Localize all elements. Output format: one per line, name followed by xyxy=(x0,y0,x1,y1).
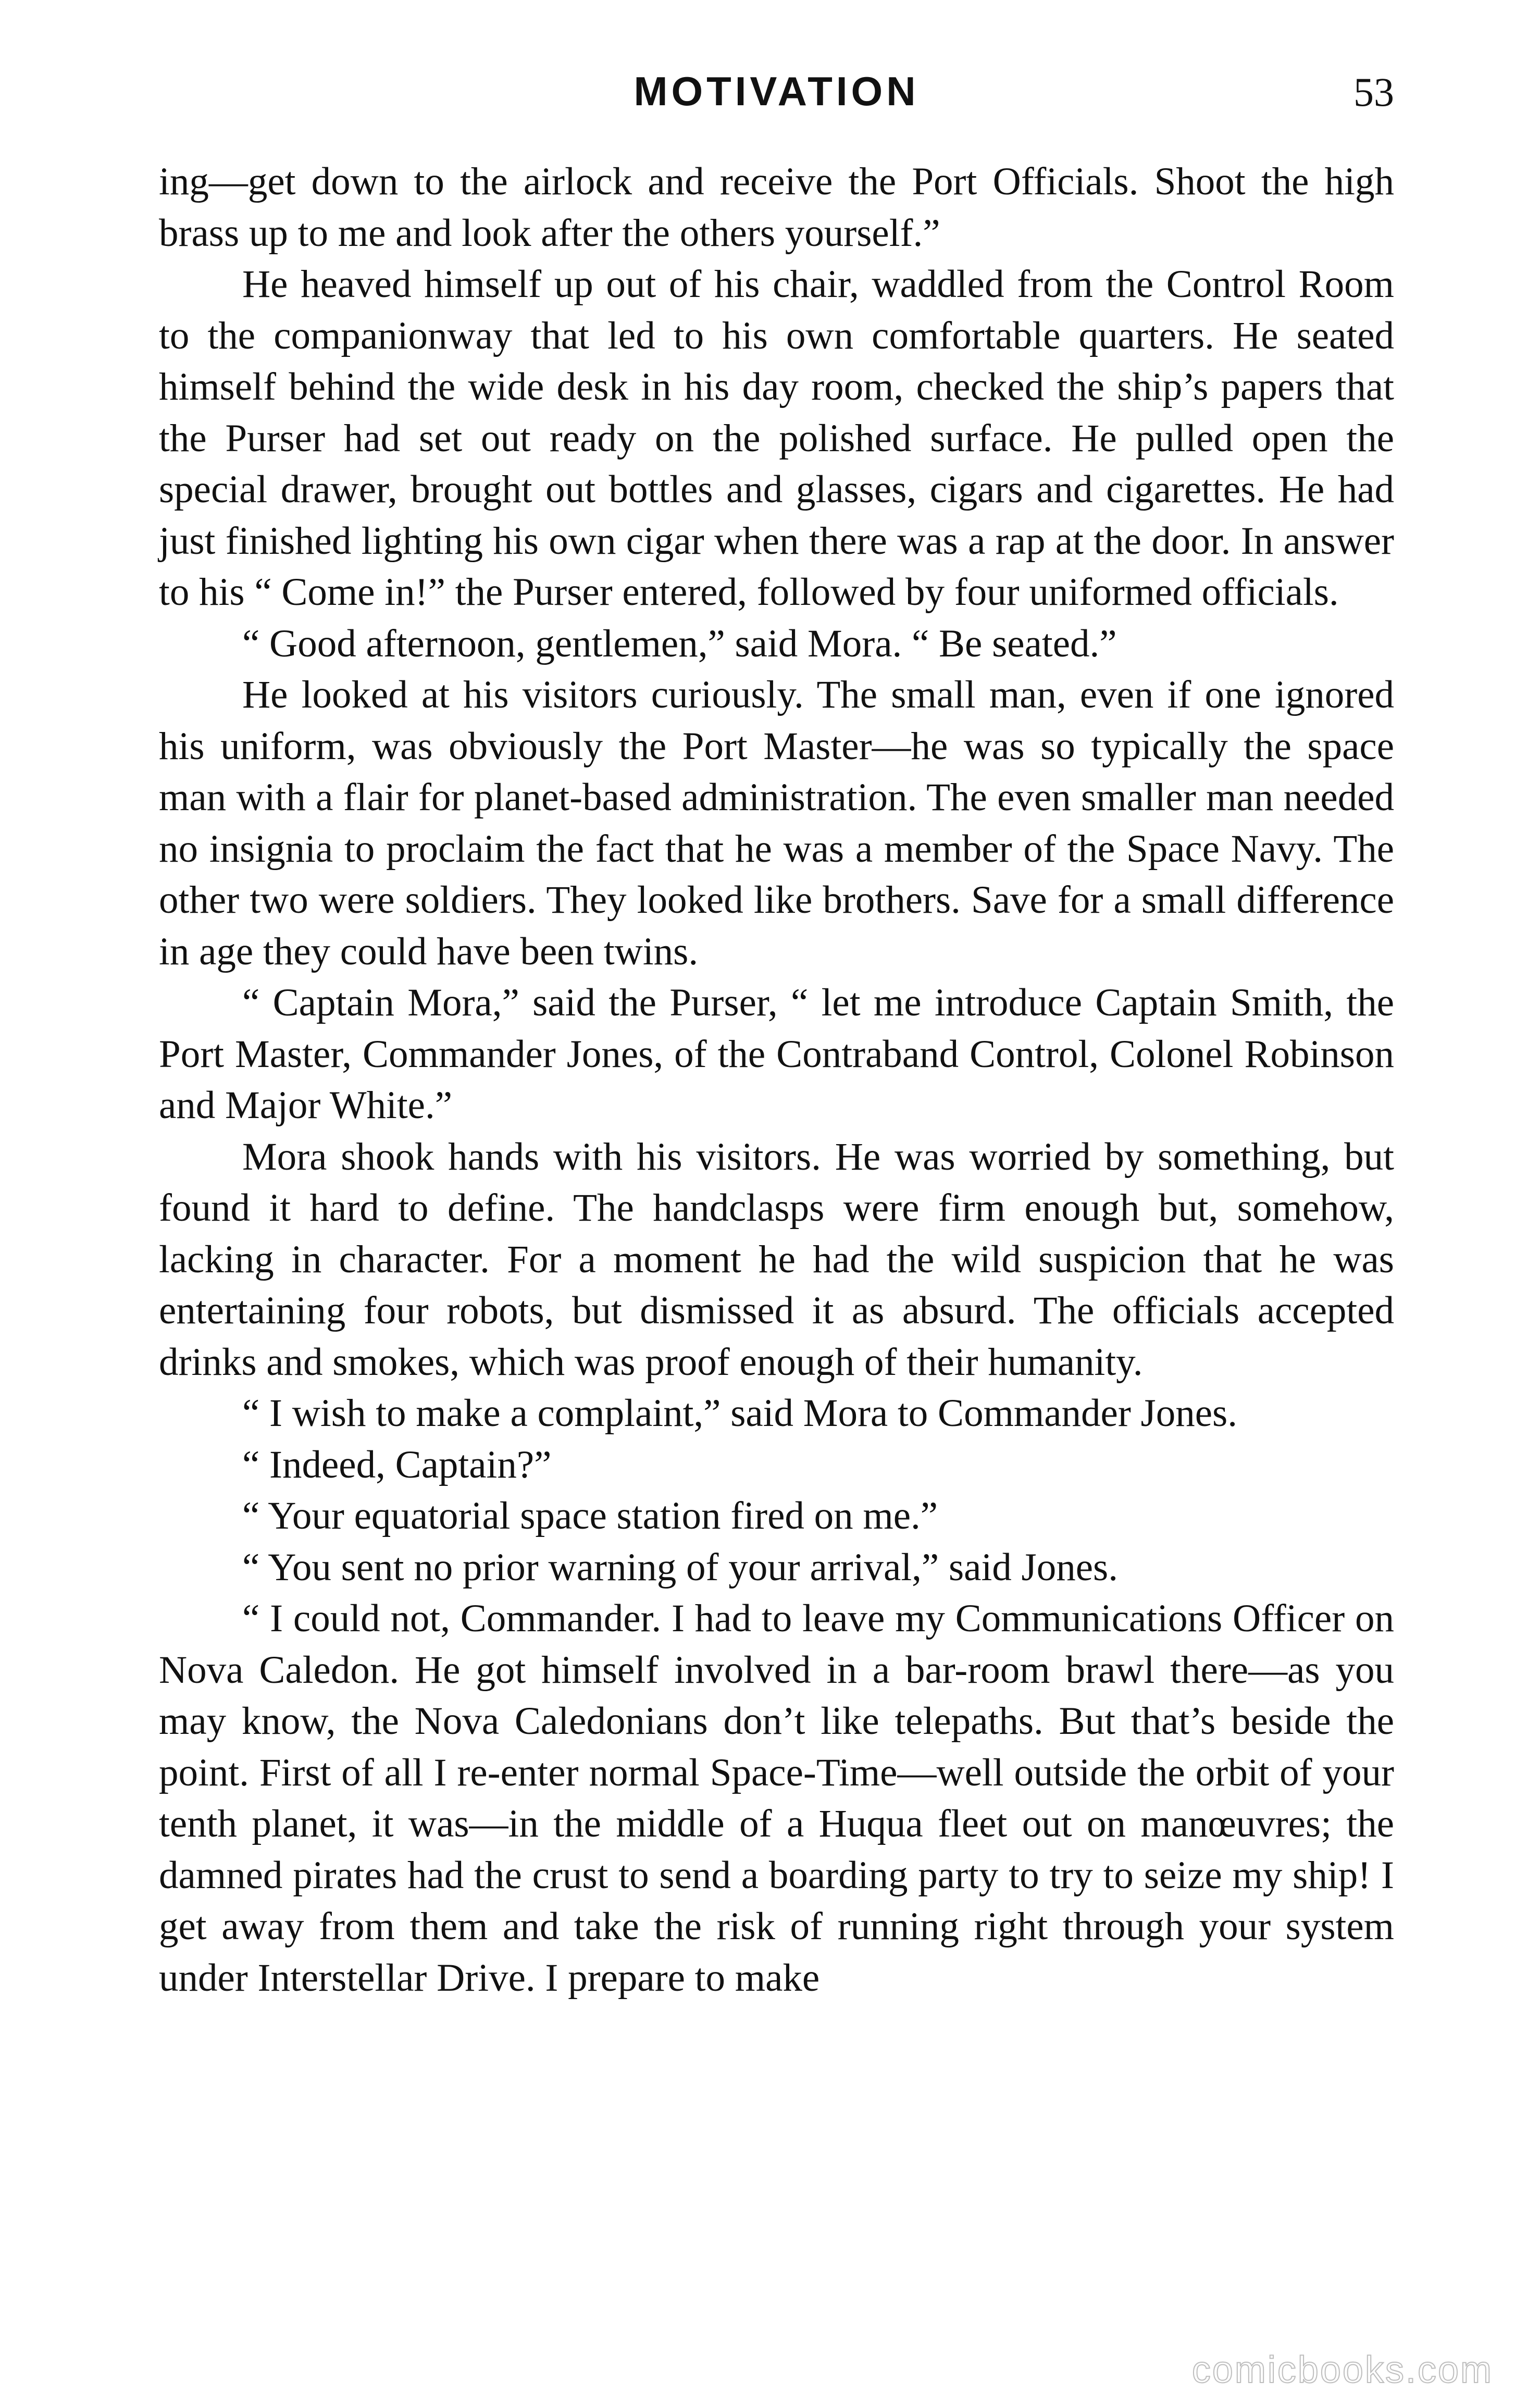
paragraph: He heaved himself up out of his chair, waddled from the Control Room to the companionway that led to his own comfortable quarters. He seated himself behind the wide desk in his day room, checked the ship’s papers that the Purser had set out ready on the polished surface. He pulled open the special drawer, brought out bottles and glasses, cigars and cigarettes. He had just finished lighting his own cigar when there was a rap at the door. In answer to his “ Come in!” the Purser entered, followed by four uniformed officials. xyxy=(159,263,1394,614)
paragraph: “ I wish to make a complaint,” said Mora to Commander Jones. xyxy=(242,1392,1237,1435)
paragraph: “ Your equatorial space station fired on me.” xyxy=(242,1494,938,1537)
paragraph: “ You sent no prior warning of your arrival,” said Jones. xyxy=(242,1545,1118,1589)
paragraph: Mora shook hands with his visitors. He was worried by something, but found it hard to define. The handclasps were firm enough but, somehow, lacking in character. For a moment he had the wild suspicion that he was entertaining four robots, but dismissed it as absurd. The officials accepted drinks and smokes, which was proof enough of their humanity. xyxy=(159,1135,1394,1384)
running-head: MOTIVATION xyxy=(634,68,920,114)
paragraph: “ Indeed, Captain?” xyxy=(242,1443,552,1486)
paragraph: “ Captain Mora,” said the Purser, “ let me introduce Captain Smith, the Port Master, Commander Jones, of the Contraband Control, Colonel Robinson and Major White.” xyxy=(159,981,1394,1127)
paragraph: “ I could not, Commander. I had to leave my Communications Officer on Nova Caledon. He got himself involved in a bar-room brawl there—as you may know, the Nova Caledonians don’t like telepaths. But that’s beside the point. First of all I re-enter normal Space-Time—well outside the orbit of your tenth planet, it was—in the middle of a Huqua fleet out on manœuvres; the damned pirates had the crust to send a boarding party to try to seize my ship! I get away from them and take the risk of running right through your system under Interstellar Drive. I prepare to make xyxy=(159,1597,1394,2000)
paragraph: ing—get down to the airlock and receive the Port Officials. Shoot the high brass up to me and look after the others yourself.” xyxy=(159,160,1394,255)
paragraph: “ Good afternoon, gentlemen,” said Mora. “ Be seated.” xyxy=(242,622,1117,665)
paragraph: He looked at his visitors curiously. The small man, even if one ignored his uniform, was obviously the Port Master—he was so typically the space man with a flair for planet-based administration. The even smaller man needed no insignia to proclaim the fact that he was a member of the Space Navy. The other two were soldiers. They looked like brothers. Save for a small difference in age they could have been twins. xyxy=(159,673,1394,973)
body-text xyxy=(159,156,1394,2329)
page-header xyxy=(159,68,1394,125)
watermark: comicbooks.com xyxy=(1191,2349,1493,2391)
page-number: 53 xyxy=(1353,69,1394,115)
